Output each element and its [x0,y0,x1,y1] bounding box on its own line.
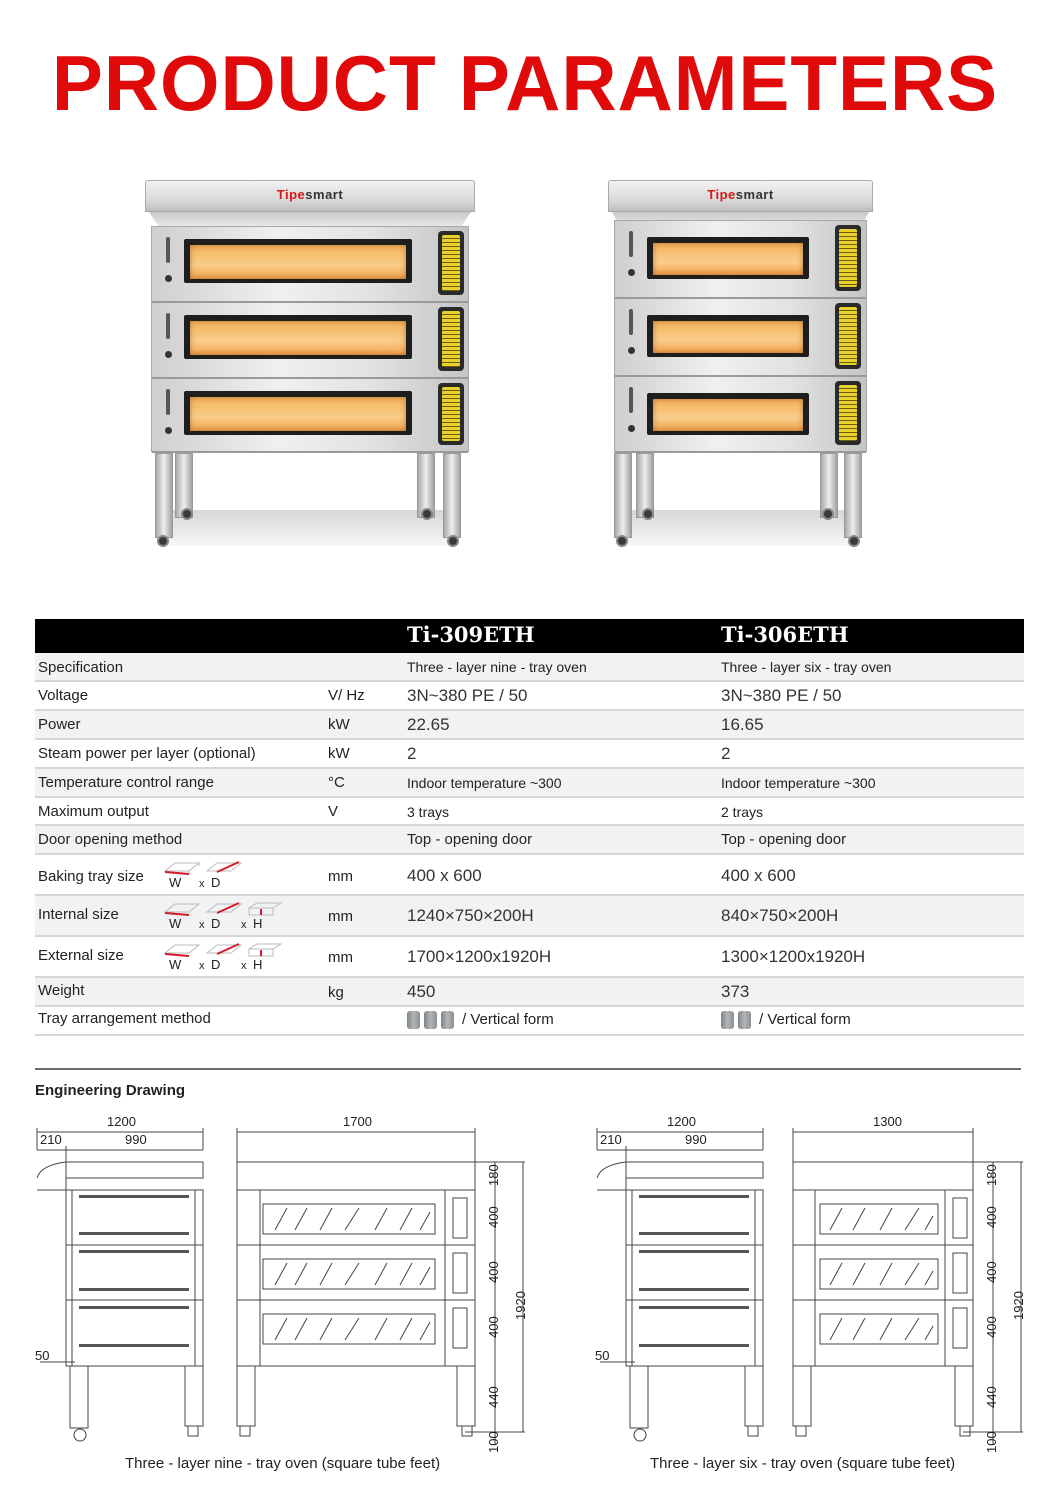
caster-icon [642,508,654,520]
row-value-ti-306eth: 16.65 [721,715,764,734]
row-value-ti-309eth: 22.65 [407,715,450,734]
oven-hood [145,180,475,212]
control-panel-icon [835,381,861,445]
caster-icon [421,508,433,520]
row-unit: kg [328,984,344,1001]
technical-drawing-svg [595,1110,1035,1460]
tray-arrangement-icons [721,1011,751,1029]
spec-table [35,619,1024,1036]
svg-text:1700: 1700 [343,1114,372,1129]
control-panel-icon [438,231,464,295]
row-label: Steam power per layer (optional) [38,745,256,762]
row-label: Voltage [38,687,89,704]
section-divider [35,1068,1021,1070]
svg-text:50: 50 [35,1348,50,1363]
row-label: Temperature control range [38,774,214,791]
row-value-ti-309eth: 450 [407,982,436,1001]
width-dimension-icon: W [163,859,201,893]
row-value-ti-309eth: / Vertical form [407,1011,554,1029]
door-handle-icon [166,313,170,339]
tray-icon [407,1011,420,1029]
oven-deck [615,221,866,299]
svg-text:180: 180 [486,1164,501,1186]
table-row-baking-tray-size [35,855,1024,896]
row-label: Tray arrangement method [38,1010,211,1027]
oven-deck [615,299,866,377]
row-unit: mm [328,949,353,966]
row-value-ti-309eth: 3N~380 PE / 50 [407,686,528,705]
row-value-ti-306eth: 840×750×200H [721,906,839,925]
row-value-ti-306eth: 400 x 600 [721,866,796,885]
control-panel-icon [438,307,464,371]
oven-window [184,391,412,435]
svg-text:100: 100 [486,1431,501,1453]
table-row-external-size [35,937,1024,978]
caster-icon [822,508,834,520]
door-handle-icon [629,387,633,413]
svg-text:1920: 1920 [513,1291,528,1320]
svg-text:400: 400 [984,1206,999,1228]
row-unit: mm [328,908,353,925]
row-value-ti-306eth: 373 [721,982,750,1001]
oven-deck [152,303,468,379]
control-panel-icon [835,225,861,291]
oven-body [614,220,867,452]
row-unit: mm [328,868,353,885]
width-dimension-icon: W [163,941,201,975]
svg-text:400: 400 [486,1261,501,1283]
knob-icon [628,347,635,354]
svg-text:400: 400 [984,1316,999,1338]
caster-icon [616,535,628,547]
table-row-maximum-output [35,798,1024,826]
oven-window [184,239,412,283]
engineering-drawing-title: Engineering Drawing [35,1082,186,1099]
dimension-icons [163,859,243,893]
door-handle-icon [629,309,633,335]
brand-logo: Tipesmart [707,187,774,202]
oven-leg [443,453,461,538]
caster-icon [848,535,860,547]
caster-icon [447,535,459,547]
oven-window [647,393,809,435]
row-value-ti-309eth: Top - opening door [407,831,533,848]
spec-table-header [35,619,1024,653]
oven-leg [614,453,632,538]
row-label: External size [38,947,124,964]
door-handle-icon [166,237,170,263]
tray-icon [721,1011,734,1029]
row-value-ti-309eth: 400 x 600 [407,866,482,885]
control-panel-icon [835,303,861,369]
floor-shadow [165,510,455,546]
row-label: Maximum output [38,803,149,820]
tray-icon [441,1011,454,1029]
svg-text:1920: 1920 [1011,1291,1026,1320]
svg-text:400: 400 [486,1206,501,1228]
svg-text:210: 210 [600,1132,622,1147]
row-value-ti-309eth: 1240×750×200H [407,906,534,925]
row-label: Door opening method [38,831,183,848]
row-unit: V [328,803,339,820]
svg-text:400: 400 [486,1316,501,1338]
svg-text:400: 400 [984,1261,999,1283]
oven-window [647,315,809,357]
row-value-ti-306eth: Indoor temperature ~300 [721,775,876,791]
oven-deck [152,227,468,303]
row-label: Baking tray size [38,868,144,885]
brand-logo: Tipesmart [276,187,344,202]
technical-drawing-svg [35,1110,535,1460]
row-value-ti-309eth: Three - layer nine - tray oven [407,659,587,675]
svg-text:210: 210 [40,1132,62,1147]
table-row-weight [35,978,1024,1007]
depth-dimension-icon: x D [205,900,243,934]
row-value-ti-306eth: Three - layer six - tray oven [721,659,892,675]
height-dimension-icon: x H [247,900,285,934]
table-row-specification [35,653,1024,682]
svg-text:1200: 1200 [107,1114,136,1129]
svg-text:1300: 1300 [873,1114,902,1129]
drawing-caption: Three - layer six - tray oven (square tube feet) [650,1455,956,1472]
knob-icon [165,275,172,282]
knob-icon [165,427,172,434]
table-row-temperature [35,769,1024,798]
row-value-ti-309eth: 1700×1200x1920H [407,947,552,966]
page-title: PRODUCT PARAMETERS [51,39,999,127]
row-value-ti-306eth: 1300×1200x1920H [721,947,866,966]
oven-leg [844,453,862,538]
drawing-caption: Three - layer nine - tray oven (square tube feet) [125,1455,441,1472]
row-value-ti-309eth: 3 trays [407,804,450,820]
oven-hood [608,180,873,212]
caster-icon [157,535,169,547]
tray-icon [738,1011,751,1029]
control-panel-icon [438,383,464,445]
table-row-steam-power [35,740,1024,769]
row-value-ti-306eth: / Vertical form [721,1011,851,1029]
model-header-ti-309eth: Ti-309ETH [407,622,535,647]
product-image-ti-309eth [145,180,475,555]
row-unit: kW [328,716,350,733]
oven-deck [615,377,866,453]
row-unit: °C [328,774,345,791]
row-value-ti-306eth: 2 trays [721,804,764,820]
height-dimension-icon: x H [247,941,285,975]
svg-text:990: 990 [125,1132,147,1147]
table-row-door-opening [35,826,1024,855]
engineering-drawing-ti-306eth [595,1110,1035,1472]
svg-text:440: 440 [984,1386,999,1408]
knob-icon [165,351,172,358]
row-label: Specification [38,659,124,676]
svg-text:180: 180 [984,1164,999,1186]
oven-deck [152,379,468,453]
depth-dimension-icon: x D [205,941,243,975]
row-label: Power [38,716,81,733]
row-label: Internal size [38,906,119,923]
table-row-internal-size [35,896,1024,937]
depth-dimension-icon: x D [205,859,243,893]
svg-text:50: 50 [595,1348,610,1363]
caster-icon [181,508,193,520]
tray-icon [424,1011,437,1029]
dimension-icons [163,900,285,934]
table-row-power [35,711,1024,740]
dimension-icons [163,941,285,975]
row-value-ti-306eth: 2 [721,744,731,763]
oven-window [184,315,412,359]
oven-leg [155,453,173,538]
svg-text:100: 100 [984,1431,999,1453]
door-handle-icon [166,389,170,415]
tray-arrangement-icons [407,1011,454,1029]
oven-body [151,226,469,452]
table-row-voltage [35,682,1024,711]
oven-hood-skirt [149,212,471,226]
oven-window [647,237,809,279]
row-value-ti-309eth: 2 [407,744,417,763]
width-dimension-icon: W [163,900,201,934]
engineering-drawing-ti-309eth [35,1110,535,1472]
knob-icon [628,425,635,432]
row-value-ti-309eth: Indoor temperature ~300 [407,775,562,791]
door-handle-icon [629,231,633,257]
model-header-ti-306eth: Ti-306ETH [721,622,849,647]
svg-text:1200: 1200 [667,1114,696,1129]
row-value-ti-306eth: 3N~380 PE / 50 [721,686,842,705]
table-row-tray-arrangement [35,1007,1024,1036]
row-label: Weight [38,982,85,999]
row-unit: V/ Hz [328,687,365,704]
product-image-ti-306eth [608,180,873,555]
knob-icon [628,269,635,276]
svg-text:440: 440 [486,1386,501,1408]
row-value-ti-306eth: Top - opening door [721,831,847,848]
svg-text:990: 990 [685,1132,707,1147]
row-unit: kW [328,745,350,762]
